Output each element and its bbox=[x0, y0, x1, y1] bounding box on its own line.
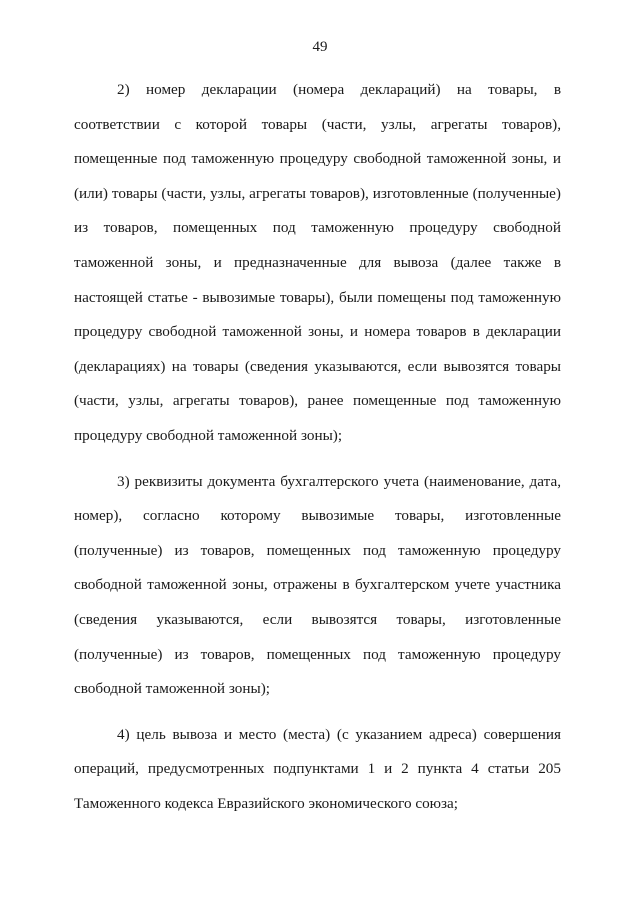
document-body bbox=[74, 73, 561, 832]
paragraph-item-2: 2) номер декларации (номера деклараций) на товары, в соответствии с которой товары (части, узлы, агрегаты товаров), помещенные под таможенную процедуру свободной таможенной зоны, и (или) товары (части, узлы, агрегаты товаров), изготовленные (полученные) из товаров, помещенных под таможенную процедуру свободной таможенной зоны, и предназначенные для вывоза (далее также в настоящей статье - вывозимые товары), были помещены под таможенную процедуру свободной таможенной зоны, и номера товаров в декларации (декларациях) на товары (сведения указываются, если вывозятся товары (части, узлы, агрегаты товаров), ранее помещенные под таможенную процедуру свободной таможенной зоны); bbox=[74, 81, 561, 444]
paragraph-item-4: 4) цель вывоза и место (места) (с указанием адреса) совершения операций, предусмотренных подпунктами 1 и 2 пункта 4 статьи 205 Таможенного кодекса Евразийского экономического союза; bbox=[74, 725, 561, 812]
paragraph-item-3: 3) реквизиты документа бухгалтерского учета (наименование, дата, номер), согласно которому вывозимые товары, изготовленные (полученные) из товаров, помещенных под таможенную процедуру свободной таможенной зоны, отражены в бухгалтерском учете участника (сведения указываются, если вывозятся товары, изготовленные (полученные) из товаров, помещенных под таможенную процедуру свободной таможенной зоны); bbox=[74, 472, 561, 698]
page-number: 49 bbox=[312, 39, 328, 55]
